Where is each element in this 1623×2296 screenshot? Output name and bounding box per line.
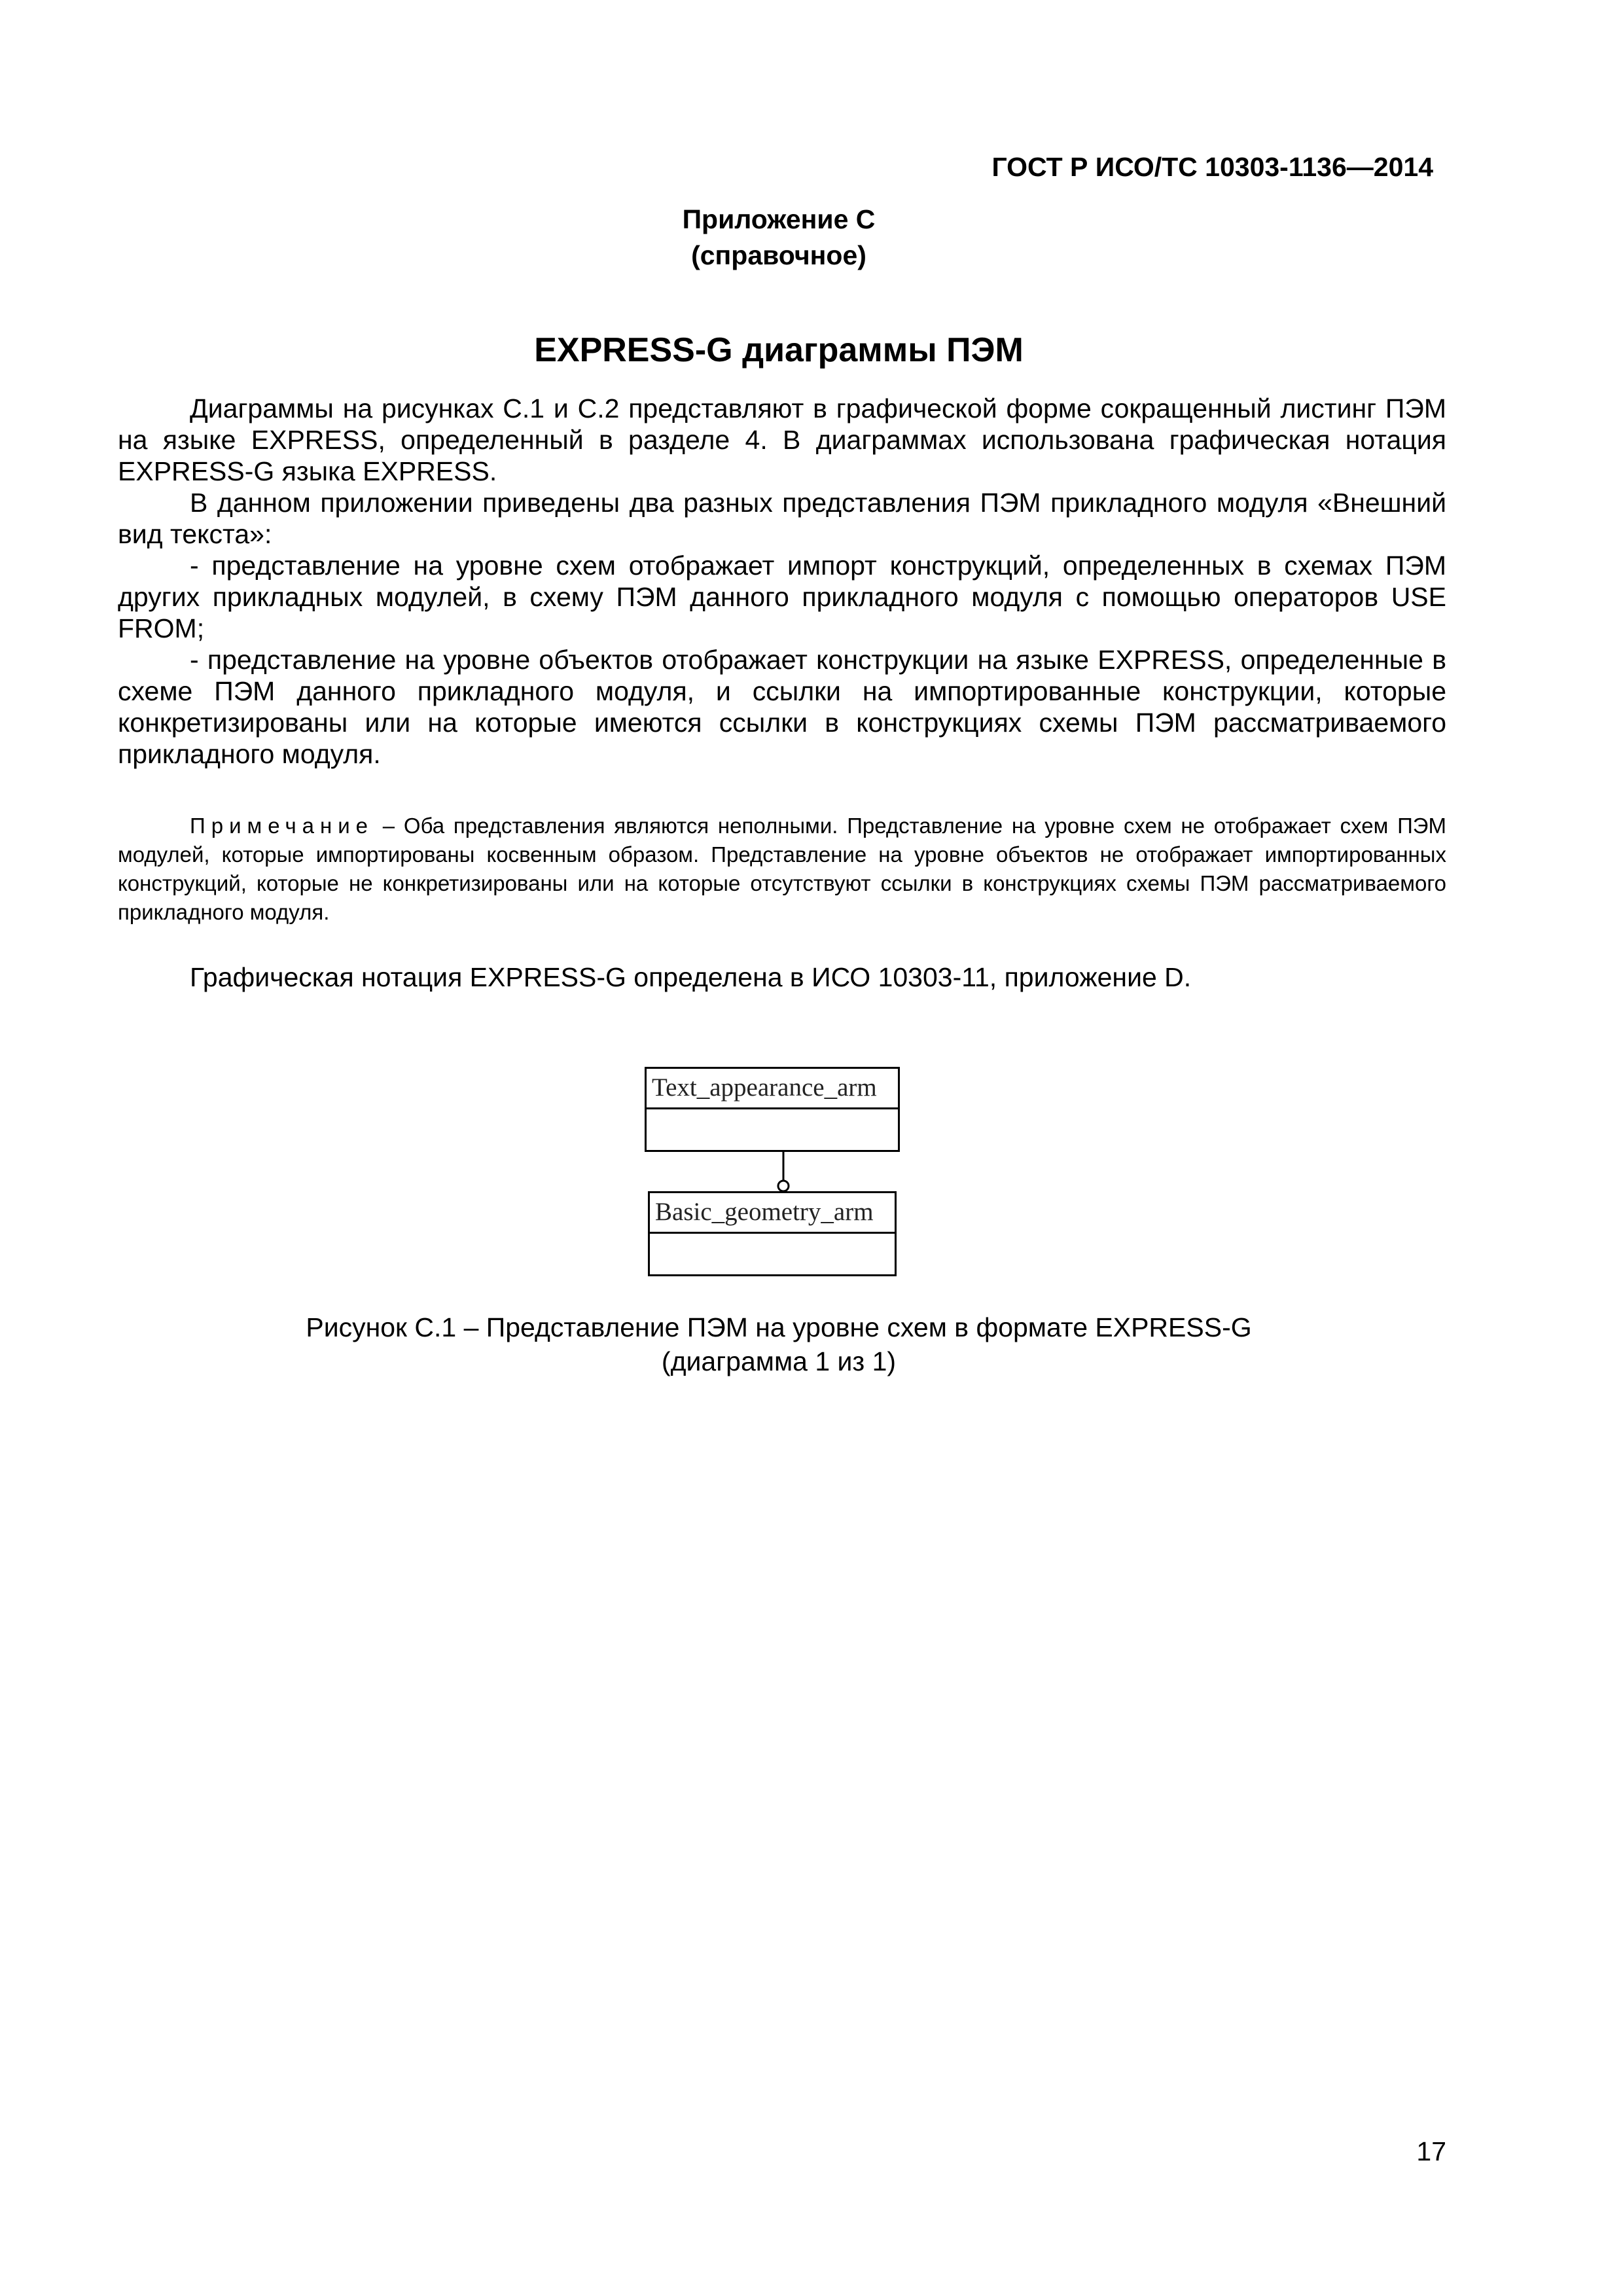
section-title: EXPRESS-G диаграммы ПЭМ <box>534 331 1024 369</box>
page-number: 17 <box>1416 2136 1446 2166</box>
schema-box-basic-geometry <box>648 1191 897 1276</box>
annex-subtitle: (справочное) <box>691 240 866 270</box>
express-g-diagram <box>645 1067 919 1289</box>
annex-title: Приложение С <box>682 204 876 234</box>
standard-header: ГОСТ Р ИСО/ТС 10303-1136—2014 <box>991 152 1433 182</box>
paragraph-entity-level: - представление на уровне объектов отображает конструкции на языке EXPRESS, определенные в схеме ПЭМ данного прикладного модуля, и ссылки на импортированные конструкции, которые конкретизированы или на которые имеются ссылки в конструкциях схемы ПЭМ рассматриваемого прикладного модуля. <box>118 645 1446 769</box>
figure-caption <box>0 1310 1558 1378</box>
note-text: – Оба представления являются неполными. Представление на уровне схем не отображает схем ПЭМ модулей, которые импортированы косвенным образом. Представление на уровне объектов не отображает импортированных конструкций, которые не конкретизированы или на которые отсутствуют ссылки в конструкциях схемы ПЭМ рассматриваемого прикладного модуля. <box>118 814 1446 924</box>
figure-caption-title: Рисунок С.1 – Представление ПЭМ на уровне схем в формате EXPRESS-G <box>306 1312 1252 1342</box>
body-text <box>118 393 1446 770</box>
paragraph-intro: Диаграммы на рисунках С.1 и С.2 представляют в графической форме сокращенный листинг ПЭМ на языке EXPRESS, определенный в разделе 4. В диаграммах использована графическая нотация EXPRESS-G языка EXPRESS. <box>118 393 1446 486</box>
figure-caption-subtitle: (диаграмма 1 из 1) <box>661 1346 897 1376</box>
schema-body-basic-geometry <box>650 1234 895 1274</box>
paragraph-schema-level: - представление на уровне схем отображает импорт конструкций, определенных в схемах ПЭМ других прикладных модулей, в схему ПЭМ данного прикладного модуля с помощью операторов USE FROM; <box>118 550 1446 643</box>
note <box>118 812 1446 927</box>
schema-name-text-appearance: Text_appearance_arm <box>647 1069 898 1109</box>
annex-heading <box>0 202 1558 274</box>
paragraph-representations: В данном приложении приведены два разных представления ПЭМ прикладного модуля «Внешний вид текста»: <box>118 488 1446 549</box>
schema-name-basic-geometry: Basic_geometry_arm <box>650 1193 895 1234</box>
note-label: Примечание <box>190 814 374 838</box>
connector-end-circle <box>778 1181 789 1191</box>
paragraph-notation-reference: Графическая нотация EXPRESS-G определена в ИСО 10303-11, приложение D. <box>190 962 1192 992</box>
